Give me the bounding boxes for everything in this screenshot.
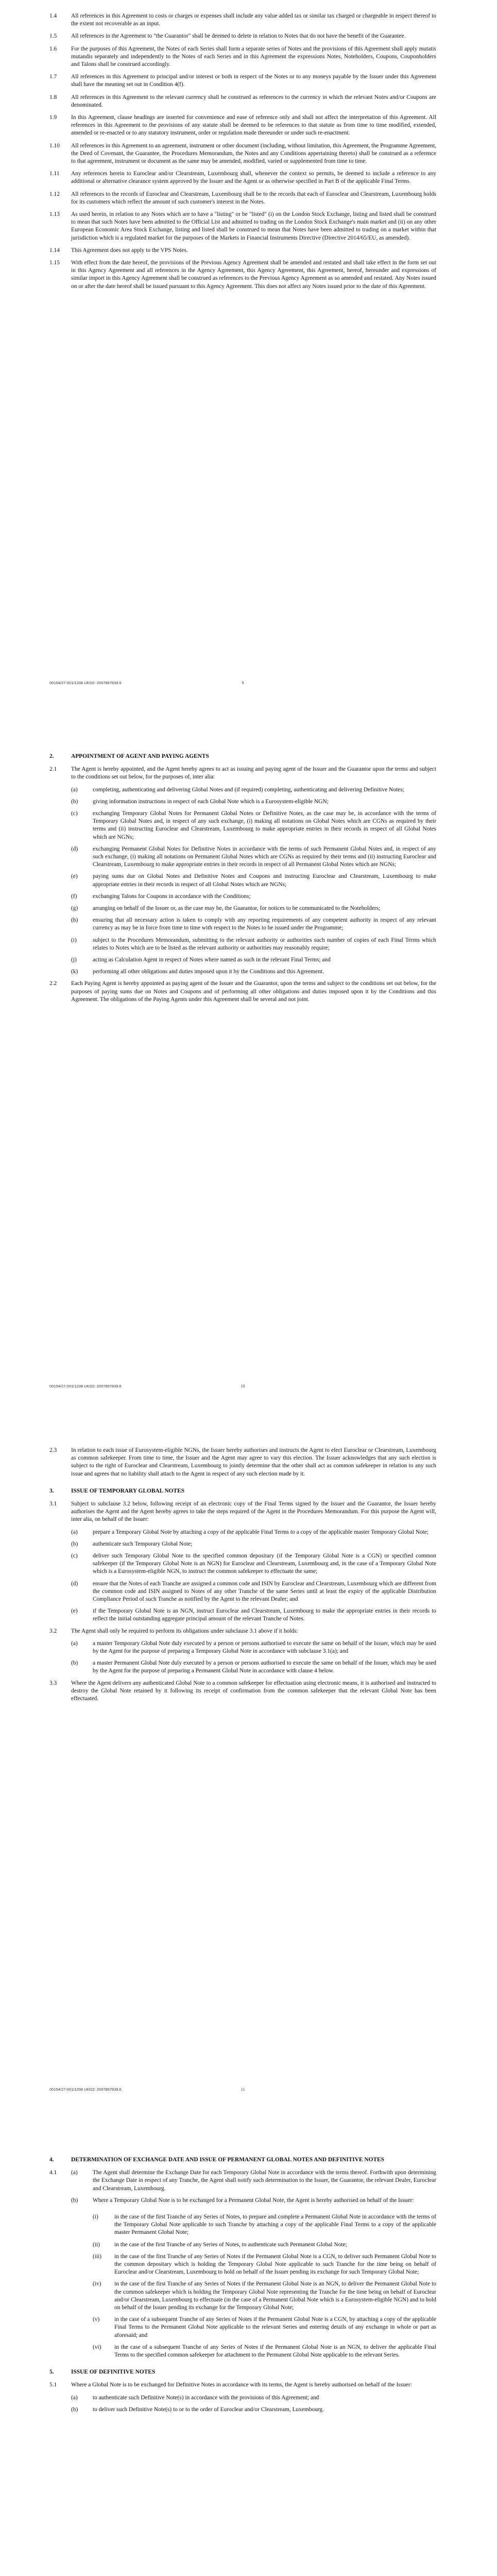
sub-item <box>71 1552 436 1576</box>
clause-number: 1.11 <box>49 171 60 177</box>
clause <box>49 114 436 138</box>
page-footer <box>49 681 436 688</box>
sub-item-label: (i) <box>93 2214 98 2221</box>
sub-item-text: ensuring that all necessary action is taken to comply with any reporting requirements of any competent authority in respect of any relevant currency as may be in force from time to time with respect to the Notes to be issued under the Programme; <box>93 917 436 931</box>
sub-item-text: exchanging Talons for Coupons in accordance with the Conditions; <box>93 893 251 900</box>
clause-number: 1.12 <box>49 191 60 197</box>
sub-item-label: (iii) <box>93 2253 102 2260</box>
clause-number: 3.1 <box>49 1501 57 1507</box>
clause <box>49 766 436 781</box>
sub-item-label: (c) <box>71 1553 78 1560</box>
clause-number: 1.9 <box>49 114 57 121</box>
section-number: 4. <box>49 2157 54 2163</box>
sub-item-text: giving information instructions in respect of each Global Note which is a Eurosystem-eligible NGN; <box>93 798 329 805</box>
section-title: DETERMINATION OF EXCHANGE DATE AND ISSUE OF PERMANENT GLOBAL NOTES AND DEFINITIVE NOTES <box>71 2157 385 2163</box>
sub-item-text: authenticate such Temporary Global Note; <box>93 1540 193 1547</box>
clause <box>49 32 436 40</box>
footer-reference: 00154/27-001/1208 UKO2: 2007867839.6 <box>49 681 122 685</box>
sub-item <box>71 1540 436 1548</box>
document-page-1 <box>0 0 497 703</box>
clause-text: The Agent is hereby appointed, and the Agent hereby agrees to act as issuing and paying agent of the Issuer and the Guarantor upon the terms and subject to the conditions set out below, for the purposes of, inter alia: <box>71 766 436 781</box>
page-3-content <box>49 1447 436 1707</box>
clause-text: All references in this Agreement to the relevant currency shall be construed as references to the currency in which the relevant Notes and/or Coupons are denominated. <box>71 94 436 108</box>
clause-text: Any references herein to Euroclear and/or Clearstream, Luxembourg shall, whenever the context so permits, be deemed to include a reference to any additional or alternative clearance system approved by the Issuer and the Agent or as otherwise specified in Part B of the applicable Final Terms. <box>71 171 436 185</box>
sub-item-list <box>49 2394 436 2414</box>
clause <box>49 1628 436 1635</box>
clause <box>49 980 436 1004</box>
sub-item-label: (a) <box>71 786 78 793</box>
clause <box>49 12 436 28</box>
sub-item <box>71 2406 436 2414</box>
section-title: ISSUE OF DEFINITIVE NOTES <box>71 2369 156 2376</box>
clause <box>49 170 436 185</box>
sub-item-label: (iv) <box>93 2281 101 2287</box>
clause-number: 3.3 <box>49 1680 57 1686</box>
sub-item <box>93 2316 436 2340</box>
clause-number: 1.6 <box>49 45 57 52</box>
page-4-content <box>49 2147 436 2418</box>
clause-body <box>71 2169 436 2209</box>
footer-reference: 00154/27-001/1208 UKO2: 2007867839.6 <box>49 2087 122 2092</box>
page-number: 9 <box>242 681 244 685</box>
sub-sub-item-list <box>49 2213 436 2359</box>
sub-item-label: (d) <box>71 1580 78 1587</box>
sub-item-text: performing all other obligations and duties imposed upon it by the Conditions and this Agreement. <box>93 969 324 975</box>
section-heading <box>49 753 436 760</box>
clause-text: All references to the records of Euroclear and Clearstream, Luxembourg shall be to the records that each of Euroclear and Clearstream, Luxembourg holds for its customers which reflect the amount of such customer's interest in the Notes. <box>71 191 436 205</box>
clause-text: This Agreement does not apply to the VPS Notes. <box>71 247 188 253</box>
sub-item-label: (a) <box>71 1640 78 1647</box>
sub-item-text: a master Permanent Global Note duly executed by a person or persons authorised to execute the same on behalf of the Issuer, which may be used by the Agent for the purpose of preparing a Permanent Global Note in accordance with clause 4 below. <box>93 1660 436 1674</box>
clause-text: In this Agreement, clause headings are inserted for convenience and ease of reference only and shall not affect the interpretation of this Agreement. All references in this Agreement to the provisions of any statute shall be deemed to be references to that statute as from time to time modified, extended, amended or re-enacted or to any statutory instrument, order or regulation made thereunder or under such re-enactment. <box>71 114 436 137</box>
clause-number: 1.4 <box>49 13 57 19</box>
clause-number: 1.8 <box>49 94 57 100</box>
clause-number: 5.1 <box>49 2382 57 2388</box>
sub-item <box>71 956 436 964</box>
sub-item <box>71 1659 436 1675</box>
sub-item <box>71 1607 436 1623</box>
sub-item-label: (b) <box>71 2406 78 2413</box>
sub-item-label: (a) <box>71 2170 78 2176</box>
sub-item <box>71 1580 436 1604</box>
clause-list <box>49 12 436 291</box>
sub-item-text: in the case of the first Tranche of any Series of Notes, to authenticate such Permanent Global Note; <box>114 2241 347 2248</box>
sub-item <box>71 845 436 869</box>
clause-number: 3.2 <box>49 1628 57 1634</box>
sub-item-text: ensure that the Notes of each Tranche are assigned a common code and ISIN by Euroclear and Clearstream, Luxembourg which are different from the common code and ISIN assigned to Notes of any other Tranche of the same Series until at least the expiry of the applicable Distribution Compliance Period of such Tranche as notified by the Agent to the relevant Dealer; and <box>93 1580 436 1603</box>
sub-item-list <box>49 786 436 976</box>
sub-item-text: deliver such Temporary Global Note to the specified common depositary (if the Temporary Global Note is a CGN) or specified common safekeeper (if the Temporary Global Note is an NGN) for Euroclear and Clearstream, Luxembourg and, in the case of a Temporary Global Note which is a Eurosystem-eligible NGN, to instruct the common safekeeper to effectuate the same; <box>93 1553 436 1575</box>
document-page-3 <box>0 1406 497 2110</box>
clause <box>49 73 436 89</box>
sub-item-label: (f) <box>71 893 77 900</box>
sub-item-text: to deliver such Definitive Note(s) to or to the order of Euroclear and/or Clearstream, Luxembourg. <box>93 2406 324 2413</box>
clause-number: 2.3 <box>49 1447 57 1453</box>
clause-text: All references in this Agreement to principal and/or interest or both in respect of the Notes or to any moneys payable by the Issuer under this Agreement shall have the meaning set out in Condition 4(f). <box>71 74 436 88</box>
clause <box>49 45 436 69</box>
clause <box>49 211 436 242</box>
sub-item-label: (a) <box>71 1529 78 1535</box>
section-number: 3. <box>49 1487 54 1494</box>
section-heading <box>49 2156 436 2164</box>
sub-item-text: to authenticate such Definitive Note(s) in accordance with the provisions of this Agreement; and <box>93 2394 319 2401</box>
sub-item-text: subject to the Procedures Memorandum, submitting to the relevant authority or authorities such number of copies of each Final Terms which relates to Notes which are to be listed as the relevant authority or authorities may reasonably require; <box>93 937 436 951</box>
sub-item-label: (d) <box>71 845 78 852</box>
sub-item-text: Where a Temporary Global Note is to be exchanged for a Permanent Global Note, the Agent is hereby authorised on behalf of the Issuer: <box>93 2197 414 2204</box>
clause <box>49 94 436 109</box>
sub-item-label: (g) <box>71 905 78 912</box>
clause-text: Where the Agent delivers any authenticated Global Note to a common safekeeper for effectuation using electronic means, it is authorised and instructed to destroy the Global Note retained by it following its receipt of confirmation from the common safekeeper that the relevant Global Note has been effectuated. <box>71 1680 436 1702</box>
clause <box>49 259 436 291</box>
clause <box>49 2381 436 2389</box>
sub-item <box>71 2197 436 2205</box>
sub-item-label: (b) <box>71 798 78 805</box>
document-page-4 <box>0 2110 497 2576</box>
clause <box>49 191 436 206</box>
sub-item-text: a master Temporary Global Note duly executed by a person or persons authorised to execute the same on behalf of the Issuer, which may be used by the Agent for the purpose of preparing a Temporary Global Note in accordance with subclause 3.1(a); and <box>93 1640 436 1655</box>
sub-item-label: (c) <box>71 810 78 817</box>
clause-number: 4.1 <box>49 2170 57 2176</box>
sub-item <box>71 2394 436 2402</box>
sub-item-text: acting as Calculation Agent in respect of Notes where named as such in the relevant Final Terms; and <box>93 957 331 963</box>
sub-item-text: in the case of the first Tranche of any Series of Notes if the Permanent Global Note is a CGN, to deliver such Permanent Global Note to the common depositary which is holding the Temporary Global Note applicable to such Tranche for the time being on behalf of Euroclear and/or Clearstream, Luxembourg to hold on behalf of the Issuer pending its exchange for such Temporary Global Note; <box>114 2253 436 2276</box>
sub-item-text: exchanging Permanent Global Notes for Definitive Notes in accordance with the terms of such Permanent Global Notes and, in respect of any such exchange, (i) making all notations on Permanent Global Notes which are CGNs as required by their terms and (ii) instructing Euroclear and Clearstream, Luxembourg to make appropriate entries in their records in respect of all Permanent Global Notes which are NGNs; <box>93 845 436 868</box>
page-2-content <box>49 743 436 1008</box>
clause-text: Each Paying Agent is hereby appointed as paying agent of the Issuer and the Guarantor, upon the terms and subject to the conditions set out below, for the purposes of paying sums due on Notes and Coupons and of performing all other obligations and duties imposed upon it by the Conditions and this Agreement. The obligations of the Paying Agents under this Agreement shall be several and not joint. <box>71 980 436 1003</box>
clause-text: Where a Global Note is to be exchanged for Definitive Notes in accordance with its terms, the Agent is hereby authorised on behalf of the Issuer: <box>71 2382 412 2388</box>
section-heading <box>49 1487 436 1495</box>
section-number: 2. <box>49 753 54 759</box>
sub-item-label: (v) <box>93 2316 100 2323</box>
clause-text: The Agent shall only be required to perform its obligations under subclause 3.1 above if it holds: <box>71 1628 298 1634</box>
sub-item-label: (k) <box>71 969 78 975</box>
sub-item-label: (j) <box>71 957 77 963</box>
sub-item <box>71 798 436 806</box>
document-page-2 <box>0 703 497 1406</box>
page-footer <box>49 2087 436 2094</box>
clause-number: 2.1 <box>49 766 57 773</box>
clause-number: 1.15 <box>49 260 60 266</box>
clause <box>49 1680 436 1703</box>
sub-item-list <box>49 1529 436 1623</box>
sub-item <box>71 968 436 976</box>
page-number: 11 <box>241 2087 245 2092</box>
sub-item-label: (vi) <box>93 2344 101 2350</box>
sub-item-text: exchanging Temporary Global Notes for Permanent Global Notes or Definitive Notes, as the case may be, in accordance with the terms of Temporary Global Notes and, in respect of any such exchange, (i) making all notations on Global Notes which are CGNs as required by their terms and (ii) instructing Euroclear and Clearstream, Luxembourg to make appropriate entries in their records in respect of all Global Notes which are NGNs; <box>93 810 436 840</box>
sub-item-label: (e) <box>71 1608 78 1615</box>
sub-item-text: arranging on behalf of the Issuer or, as the case may be, the Guarantor, for notices to be communicated to the Noteholders; <box>93 905 381 912</box>
sub-item <box>71 786 436 794</box>
sub-item <box>71 1529 436 1536</box>
sub-item-text: in the case of the first Tranche of any Series of Notes, to prepare and complete a Permanent Global Note in accordance with the terms of the Temporary Global Note applicable to such Tranche by attaching a copy of the applicable Final Terms to a copy of the applicable master Permanent Global Note; <box>114 2214 436 2236</box>
sub-item <box>71 937 436 952</box>
sub-item-text: completing, authenticating and delivering Global Notes and (if required) completing, authenticating and delivering Definitive Notes; <box>93 786 404 793</box>
clause-text: Subject to subclause 3.2 below, following receipt of an electronic copy of the Final Terms signed by the Issuer and the Guarantor, the Issuer hereby authorises the Agent and the Agent hereby agrees to take the steps required of the Agent in the Procedures Memorandum. For this purpose the Agent will, inter alia, on behalf of the Issuer: <box>71 1501 436 1523</box>
clause <box>49 2169 436 2209</box>
sub-item-label: (ii) <box>93 2241 100 2248</box>
footer-reference: 00154/27-001/1208 UKO2: 2007867839.6 <box>49 1384 122 1388</box>
clause <box>49 247 436 255</box>
clause-text: All references in this Agreement to an agreement, instrument or other document (including, without limitation, this Agreement, the Programme Agreement, the Deed of Covenant, the Guarantee, the Procedures Memorandum, the Notes and any Conditions appertaining thereto) shall be construed as a reference to that agreement, instrument or document as the same may be amended, modified, varied or supplemented from time to time. <box>71 142 436 165</box>
clause-text: With effect from the date hereof, the provisions of the Previous Agency Agreement shall be amended and restated and shall take effect in the form set out in this Agency Agreement and all references in the Agency Agreement, this Agency Agreement, this Agreement, hereof, hereunder and expressions of similar import in this Agency Agreement shall be construed as references to the Previous Agency Agreement as so amended and restated. Any Notes issued on or after the date hereof shall be issued pursuant to this Agency Agreement. This does not affect any Notes issued prior to the date of this Agreement. <box>71 260 436 290</box>
sub-item <box>93 2241 436 2249</box>
section-heading <box>49 2368 436 2376</box>
sub-item-label: (a) <box>71 2394 78 2401</box>
clause <box>49 142 436 166</box>
sub-item-label: (b) <box>71 1540 78 1547</box>
sub-item <box>71 2169 436 2193</box>
clause-number: 1.5 <box>49 33 57 40</box>
sub-item-text: in the case of a subsequent Tranche of any Series of Notes if the Permanent Global Note is an NGN, to deliver the applicable Final Terms to the specified common safekeeper for attachment to the Permanent Global Note applicable to the relevant Series. <box>114 2344 436 2359</box>
clause <box>49 1447 436 1478</box>
sub-item-label: (b) <box>71 1660 78 1667</box>
clause-number: 1.7 <box>49 74 57 80</box>
sub-item-list <box>49 1640 436 1675</box>
sub-item-text: in the case of the first Tranche of any Series of Notes if the Permanent Global Note is an NGN, to deliver the Permanent Global Note to the common safekeeper which is holding the Temporary Global Note representing the Tranche for the time being on behalf of Euroclear and/or Clearstream, Luxembourg to effectuate (in the case of a Permanent Global Note which is a Eurosystem-eligible NGN) and to hold on behalf of the Issuer pending its exchange for the Temporary Global Note; <box>114 2281 436 2311</box>
sub-item <box>93 2253 436 2277</box>
sub-item-label: (b) <box>71 2197 78 2204</box>
sub-item-label: (e) <box>71 873 78 880</box>
sub-item-text: paying sums due on Global Notes and Definitive Notes and Coupons and instructing Euroclear and Clearstream, Luxembourg to make appropriate entries in their records in respect of all Global Notes which are NGNs; <box>93 873 436 888</box>
sub-item <box>71 873 436 888</box>
section-title: APPOINTMENT OF AGENT AND PAYING AGENTS <box>71 753 209 759</box>
clause-number: 1.14 <box>49 247 60 253</box>
clause-text: For the purposes of this Agreement, the Notes of each Series shall form a separate series of Notes and the provisions of this Agreement shall apply mutatis mutandis separately and independently to the Notes of each Series and in this Agreement the expressions Notes, Noteholders, Coupons, Couponholders and Talons shall be construed accordingly. <box>71 45 436 68</box>
sub-item-text: in the case of a subsequent Tranche of any Series of Notes if the Permanent Global Note is a CGN, by attaching a copy of the applicable Final Terms to the Permanent Global Note applicable to the relevant Series and entering details of any exchange in whole or part as aforesaid; and <box>114 2316 436 2338</box>
sub-item <box>93 2280 436 2312</box>
clause-text: All references in this Agreement to costs or charges or expenses shall include any value added tax or similar tax charged or chargeable in respect thereof to the extent not recoverable as an input. <box>71 13 436 27</box>
sub-item-text: if the Temporary Global Note is an NGN, instruct Euroclear and Clearstream, Luxembourg to make the appropriate entries in their records to reflect the initial outstanding aggregate principal amount of the relevant Tranche of Notes. <box>93 1608 436 1622</box>
clause-text: In relation to each issue of Eurosystem-eligible NGNs, the Issuer hereby authorises and instructs the Agent to elect Euroclear or Clearstream, Luxembourg as common safekeeper. From time to time, the Issuer and the Agent may agree to vary this election. The Issuer acknowledges that any such election is subject to the right of Euroclear and Clearstream, Luxembourg to jointly determine that the other shall act as common safekeeper in relation to any such issue and agrees that no liability shall attach to the Agent in respect of any such election made by it. <box>71 1447 436 1477</box>
sub-item-label: (h) <box>71 917 78 924</box>
sub-item <box>71 810 436 841</box>
sub-item <box>93 2344 436 2359</box>
sub-item-text: The Agent shall determine the Exchange Date for each Temporary Global Note in accordance with the terms thereof. Forthwith upon determining the Exchange Date in respect of any Tranche, the Agent shall notify such determination to the Issuer, the Guarantor, the relevant Dealer, Euroclear and Clearstream, Luxembourg. <box>93 2170 436 2192</box>
clause-number: 1.10 <box>49 142 60 149</box>
sub-item <box>71 1640 436 1655</box>
clause-number: 2.2 <box>49 980 57 987</box>
page-number: 10 <box>241 1384 245 1388</box>
sub-item <box>71 905 436 912</box>
sub-item-text: prepare a Temporary Global Note by attaching a copy of the applicable Final Terms to a copy of the applicable master Temporary Global Note; <box>93 1529 429 1535</box>
clause-number: 1.13 <box>49 211 60 218</box>
clause <box>49 1500 436 1524</box>
sub-item <box>71 917 436 932</box>
page-footer <box>49 1384 436 1391</box>
sub-item <box>71 893 436 901</box>
section-title: ISSUE OF TEMPORARY GLOBAL NOTES <box>71 1487 185 1494</box>
clause-text: All references in the Agreement to "the Guarantor" shall be deemed to delete in relation to Notes that do not have the benefit of the Guarantee. <box>71 33 406 40</box>
page-1-content <box>49 12 436 295</box>
section-number: 5. <box>49 2369 54 2376</box>
sub-item <box>93 2213 436 2237</box>
clause-text: As used herein, in relation to any Notes which are to have a "listing" or be "listed" (i) on the London Stock Exchange, listing and listed shall be construed to mean that such Notes have been admitted to the Official List and admitted to trading on the London Stock Exchange's main market and (ii) on any other European Economic Area Stock Exchange, listing and listed shall be construed to mean that Notes have been admitted to trading on a market within that jurisdiction which is a regulated market for the purposes of the Markets in Financial Instruments Directive (Directive 2014/65/EU, as amended). <box>71 211 436 241</box>
sub-item-label: (i) <box>71 937 77 943</box>
